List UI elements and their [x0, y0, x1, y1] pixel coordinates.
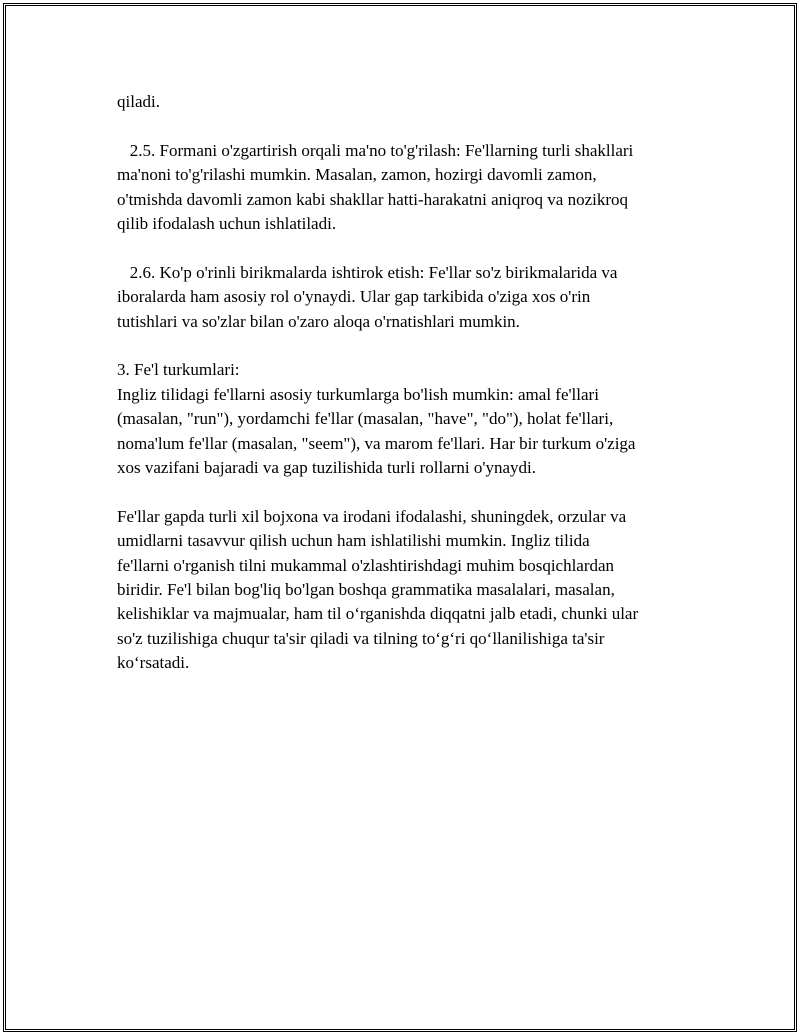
paragraph-spacer: [117, 236, 697, 260]
paragraph-conclusion: Fe'llar gapda turli xil bojxona va irodani ifodalashi, shuningdek, orzular va umidlarni tasavvur qilish uchun ham ishlatilishi mumkin. Ingliz tilida fe'llarni o'rganish tilni mukammal o'zlashtirishdagi muhim bosqichlardan biridir. Fe'l bilan bog'liq bo'lgan boshqa grammatika masalalari, masalan, kelishiklar va majmualar, ham til o‘rganishda diqqatni jalb etadi, chunki ular so'z tuzilishiga chuqur ta'sir qiladi va tilning to‘g‘ri qo‘llanilishiga ta'sir ko‘rsatadi.: [117, 506, 639, 673]
paragraph-continuation: qiladi.: [117, 92, 160, 111]
document-body: [117, 90, 697, 676]
paragraph-spacer: [117, 480, 697, 504]
paragraph-section-2-5: 2.5. Formani o'zgartirish orqali ma'no to'g'rilash: Fe'llarning turli shakllari ma'noni to'g'rilashi mumkin. Masalan, zamon, hozirgi davomli zamon, o'tmishda davomli zamon kabi shakllar hatti-harakatni aniqroq va nozikroq qilib ifodalash uchun ishlatiladi.: [117, 140, 634, 234]
paragraph-spacer: [117, 114, 697, 138]
paragraph-section-2-6: 2.6. Ko'p o'rinli birikmalarda ishtirok etish: Fe'llar so'z birikmalarida va iboralarda ham asosiy rol o'ynaydi. Ular gap tarkibida o'ziga xos o'rin tutishlari va so'zlar bilan o'zaro aloqa o'rnatishlari mumkin.: [117, 262, 618, 331]
paragraph-section-3: 3. Fe'l turkumlari: Ingliz tilidagi fe'llarni asosiy turkumlarga bo'lish mumkin: amal fe'llari (masalan, "run"), yordamchi fe'llar (masalan, "have", "do"), holat fe'llari, noma'lum fe'llar (masalan, "seem"), va marom fe'llari. Har bir turkum o'ziga xos vazifani bajaradi va gap tuzilishida turli rollarni o'ynaydi.: [117, 360, 636, 478]
paragraph-spacer: [117, 334, 697, 358]
